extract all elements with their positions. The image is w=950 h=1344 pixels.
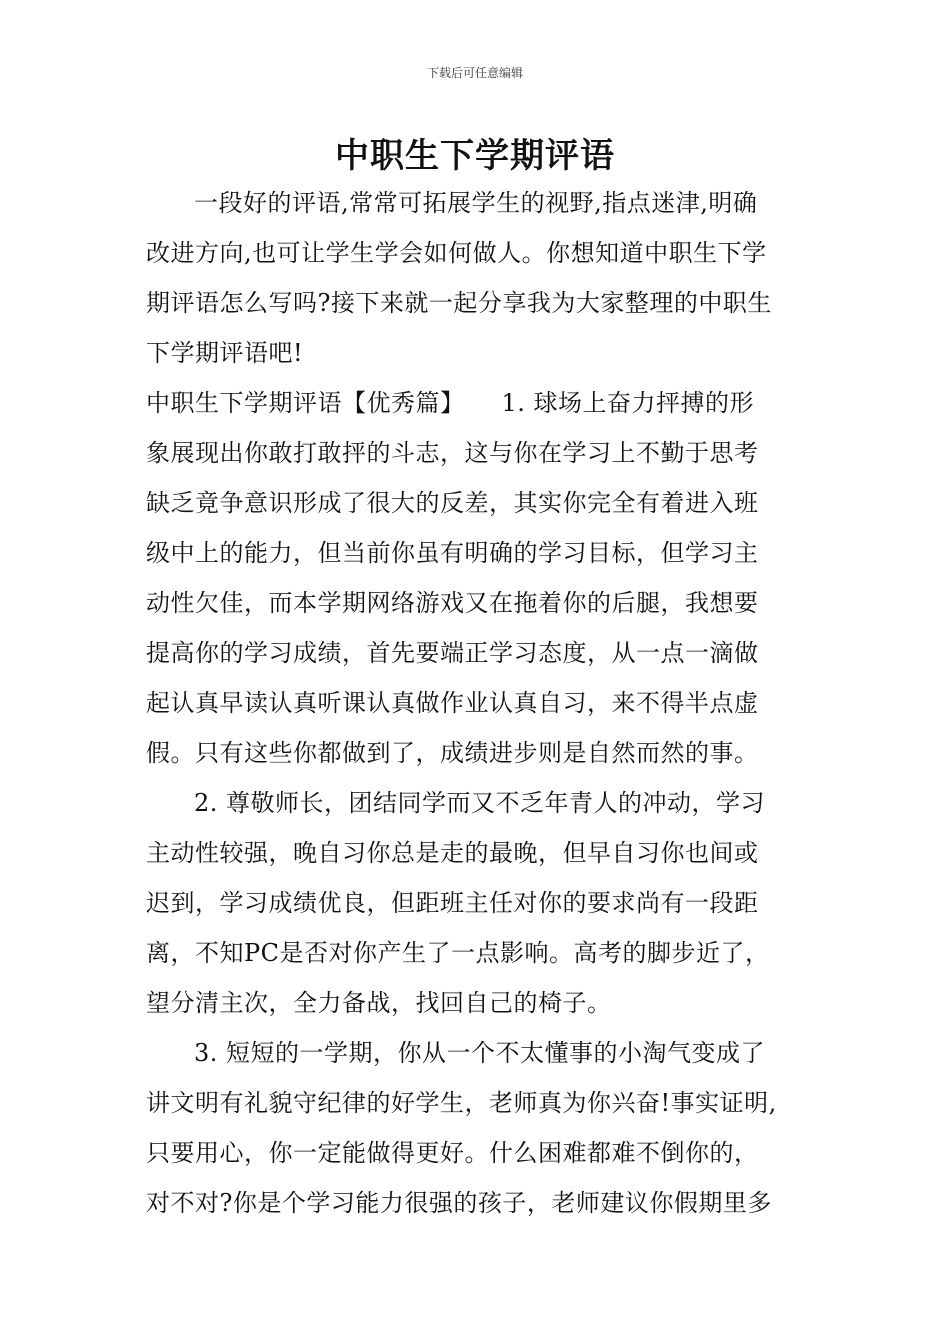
page-title: 中职生下学期评语 xyxy=(335,136,615,176)
text-line: 级中上的能力，但当前你虽有明确的学习目标，但学习主 xyxy=(146,539,759,567)
text-line: 3. 短短的一学期，你从一个不太懂事的小淘气变成了 xyxy=(194,1039,766,1067)
text-line: 只要用心，你一定能做得更好。什么困难都难不倒你的， xyxy=(146,1139,759,1167)
body-text xyxy=(146,178,816,1228)
text-line: 提高你的学习成绩，首先要端正学习态度，从一点一滴做 xyxy=(146,639,759,667)
text-line: 起认真早读认真听课认真做作业认真自习，来不得半点虚 xyxy=(146,689,759,717)
text-line: 改进方向,也可让学生学会如何做人。你想知道中职生下学 xyxy=(146,239,767,267)
header-note: 下载后可任意编辑 xyxy=(426,66,523,80)
text-line: 下学期评语吧! xyxy=(146,339,304,367)
text-line: 迟到，学习成绩优良，但距班主任对你的要求尚有一段距 xyxy=(146,889,759,917)
text-line: 假。只有这些你都做到了，成绩进步则是自然而然的事。 xyxy=(146,739,759,767)
text-line: 对不对?你是个学习能力很强的孩子，老师建议你假期里多 xyxy=(146,1189,772,1217)
text-line: 一段好的评语,常常可拓展学生的视野,指点迷津,明确 xyxy=(194,189,758,217)
text-line: 主动性较强，晚自习你总是走的最晚，但早自习你也间或 xyxy=(146,839,759,867)
text-line: 动性欠佳，而本学期网络游戏又在拖着你的后腿，我想要 xyxy=(146,589,759,617)
text-line: 讲文明有礼貌守纪律的好学生，老师真为你兴奋!事实证明, xyxy=(146,1089,777,1117)
text-line: 2. 尊敬师长，团结同学而又不乏年青人的冲动，学习 xyxy=(194,789,766,817)
text-line: 缺乏竟争意识形成了很大的反差，其实你完全有着进入班 xyxy=(146,489,759,517)
text-line: 离，不知PC是否对你产生了一点影响。高考的脚步近了， xyxy=(146,939,770,967)
text-line: 中职生下学期评语【优秀篇】 1. 球场上奋力抨搏的形 xyxy=(146,389,755,417)
text-line: 期评语怎么写吗?接下来就一起分享我为大家整理的中职生 xyxy=(146,289,772,317)
text-line: 望分清主次，全力备战，找回自己的椅子。 xyxy=(146,989,612,1017)
text-line: 象展现出你敢打敢抨的斗志，这与你在学习上不勤于思考 xyxy=(146,439,759,467)
